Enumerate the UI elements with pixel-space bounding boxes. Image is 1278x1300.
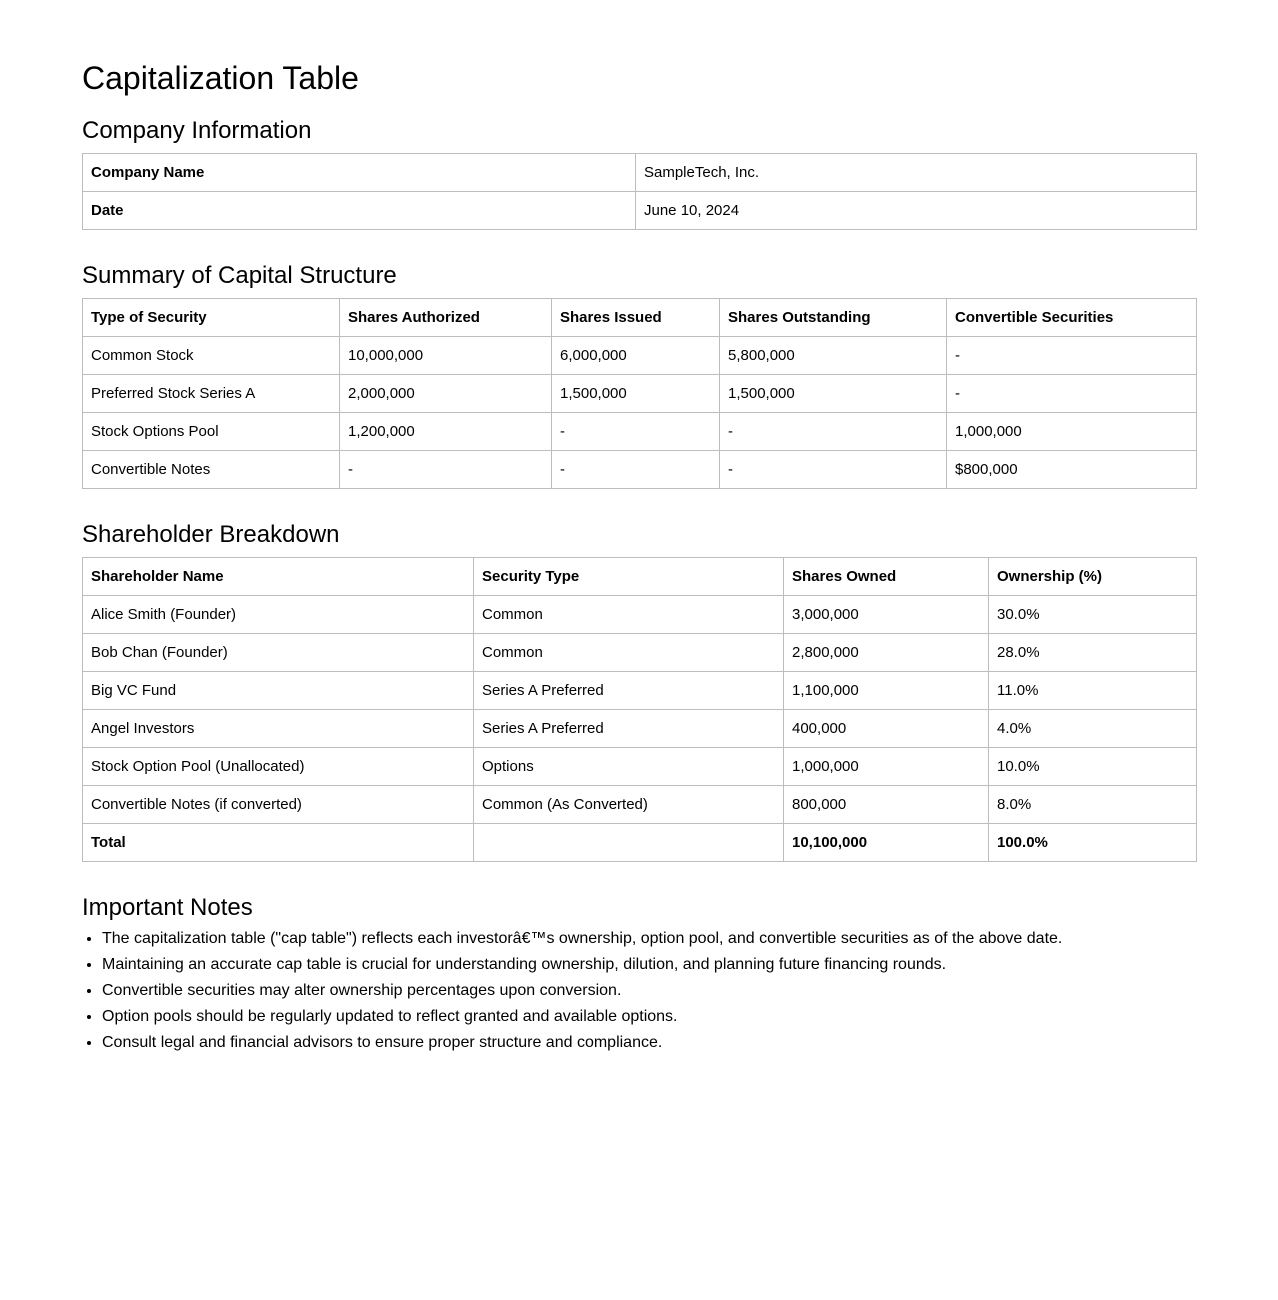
- notes-heading: Important Notes: [82, 894, 253, 921]
- total-label: Total: [83, 824, 474, 862]
- total-row: [83, 824, 1197, 862]
- table-cell: Preferred Stock Series A: [83, 375, 340, 413]
- list-item: • Convertible securities may alter ownership percentages upon conversion.: [102, 978, 1196, 1004]
- list-item: • Option pools should be regularly updated to reflect granted and available options.: [102, 1004, 1196, 1030]
- table-cell: 28.0%: [989, 634, 1197, 672]
- table-cell: 3,000,000: [784, 596, 989, 634]
- shareholders-heading: Shareholder Breakdown: [82, 521, 340, 548]
- table-cell: 1,000,000: [784, 748, 989, 786]
- column-header: Convertible Securities: [947, 299, 1197, 337]
- table-cell: 2,800,000: [784, 634, 989, 672]
- column-header: Shares Authorized: [340, 299, 552, 337]
- table-cell: Convertible Notes (if converted): [83, 786, 474, 824]
- page-title: Capitalization Table: [82, 60, 359, 96]
- table-cell: Common: [474, 596, 784, 634]
- table-cell: 1,500,000: [720, 375, 947, 413]
- shareholders-table: [82, 557, 1197, 862]
- table-cell: 1,200,000: [340, 413, 552, 451]
- table-cell: Stock Options Pool: [83, 413, 340, 451]
- table-cell: -: [947, 337, 1197, 375]
- table-cell: Alice Smith (Founder): [83, 596, 474, 634]
- summary-heading: Summary of Capital Structure: [82, 262, 397, 289]
- table-cell: -: [947, 375, 1197, 413]
- column-header: Ownership (%): [989, 558, 1197, 596]
- table-header-row: [83, 299, 1197, 337]
- table-cell: 400,000: [784, 710, 989, 748]
- table-cell: 30.0%: [989, 596, 1197, 634]
- table-cell: $800,000: [947, 451, 1197, 489]
- company-name-label: Company Name: [83, 154, 636, 192]
- table-row: [83, 154, 1197, 192]
- table-cell: 10.0%: [989, 748, 1197, 786]
- company-name-value: SampleTech, Inc.: [636, 154, 1197, 192]
- table-row: [83, 748, 1197, 786]
- list-item: • Consult legal and financial advisors to ensure proper structure and compliance.: [102, 1030, 1196, 1056]
- table-cell: Bob Chan (Founder): [83, 634, 474, 672]
- table-cell: -: [552, 451, 720, 489]
- table-cell: Series A Preferred: [474, 672, 784, 710]
- table-cell: -: [720, 413, 947, 451]
- column-header: Shares Outstanding: [720, 299, 947, 337]
- date-value: June 10, 2024: [636, 192, 1197, 230]
- total-shares: 10,100,000: [784, 824, 989, 862]
- table-cell: 10,000,000: [340, 337, 552, 375]
- table-cell: Options: [474, 748, 784, 786]
- table-header-row: [83, 558, 1197, 596]
- table-row: [83, 451, 1197, 489]
- table-row: [83, 192, 1197, 230]
- table-cell: Big VC Fund: [83, 672, 474, 710]
- table-cell: 4.0%: [989, 710, 1197, 748]
- table-cell: 8.0%: [989, 786, 1197, 824]
- table-cell: Angel Investors: [83, 710, 474, 748]
- table-cell: Series A Preferred: [474, 710, 784, 748]
- table-cell: Common: [474, 634, 784, 672]
- column-header: Shares Issued: [552, 299, 720, 337]
- table-cell: Common (As Converted): [474, 786, 784, 824]
- list-item: • Maintaining an accurate cap table is crucial for understanding ownership, dilution, and planning future financing rounds.: [102, 952, 1196, 978]
- table-cell: 5,800,000: [720, 337, 947, 375]
- table-cell: 1,000,000: [947, 413, 1197, 451]
- column-header: Type of Security: [83, 299, 340, 337]
- column-header: Shares Owned: [784, 558, 989, 596]
- table-cell: Common Stock: [83, 337, 340, 375]
- table-cell: -: [720, 451, 947, 489]
- table-cell: -: [552, 413, 720, 451]
- notes-list: [82, 926, 1196, 1056]
- table-cell: 11.0%: [989, 672, 1197, 710]
- table-cell: Stock Option Pool (Unallocated): [83, 748, 474, 786]
- table-cell: 800,000: [784, 786, 989, 824]
- table-cell: 2,000,000: [340, 375, 552, 413]
- table-row: [83, 786, 1197, 824]
- date-label: Date: [83, 192, 636, 230]
- table-row: [83, 634, 1197, 672]
- table-cell: 6,000,000: [552, 337, 720, 375]
- table-cell: 1,500,000: [552, 375, 720, 413]
- table-row: [83, 710, 1197, 748]
- table-cell: Convertible Notes: [83, 451, 340, 489]
- list-item: • The capitalization table ("cap table") reflects each investorâ€™s ownership, option pool, and convertible securities as of the above date.: [102, 926, 1196, 952]
- table-row: [83, 672, 1197, 710]
- table-cell: 1,100,000: [784, 672, 989, 710]
- total-security-type: [474, 824, 784, 862]
- column-header: Shareholder Name: [83, 558, 474, 596]
- total-ownership: 100.0%: [989, 824, 1197, 862]
- table-row: [83, 337, 1197, 375]
- summary-table: [82, 298, 1197, 489]
- table-cell: -: [340, 451, 552, 489]
- table-row: [83, 375, 1197, 413]
- column-header: Security Type: [474, 558, 784, 596]
- table-row: [83, 413, 1197, 451]
- company-info-heading: Company Information: [82, 117, 312, 144]
- table-row: [83, 596, 1197, 634]
- company-info-table: [82, 153, 1197, 230]
